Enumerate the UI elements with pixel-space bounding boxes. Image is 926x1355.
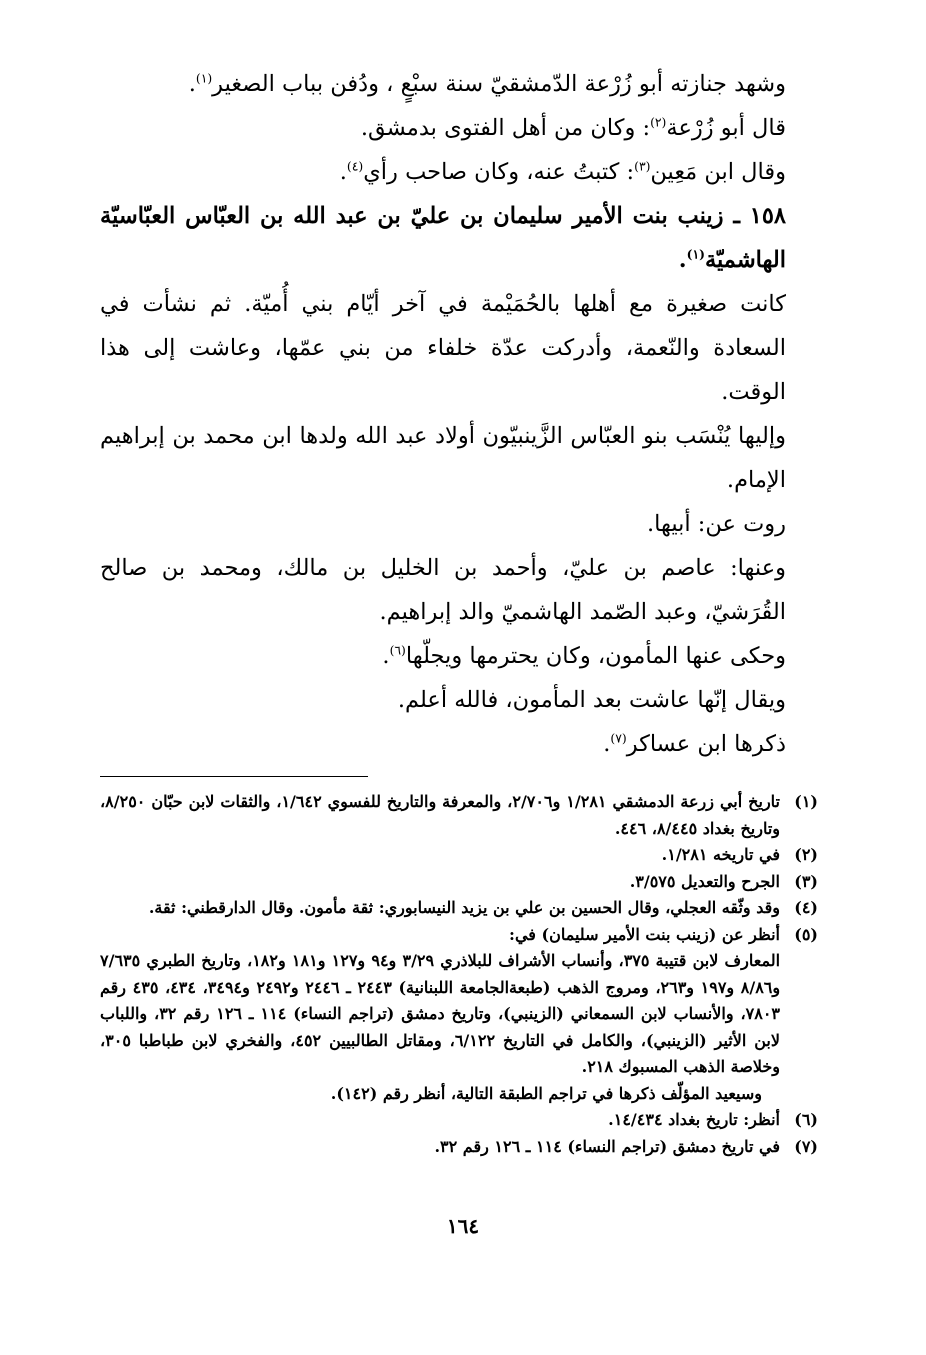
footnote-text: تاريخ أبي زرعة الدمشقي ١/٢٨١ و٢/٧٠٦، والمعرفة والتاريخ للفسوي ١/٦٤٢، والثقات لابن حبّان ٨/٢٥٠، وتاريخ بغداد ٨/٤٤٥، ٤٤٦. [100,792,781,838]
text-span: وحكى عنها المأمون، وكان يحترمها ويجلّها [405,643,786,669]
paragraph-lived-after: ويقال إنّها عاشت بعد المأمون، فالله أعلم. [397,687,786,713]
text-span: قال أبو زُرْعة [666,115,786,141]
footnote-text: وقد وثّقه العجلي، وقال الحسين بن علي بن يزيد النيسابوري: ثقة مأمون. وقال الدارقطني: ثقة. [148,898,780,917]
paragraph-narrators: وعنها: عاصم بن عليّ، وأحمد بن الخليل بن مالك، ومحمد بن صالح القُرَشيّ، وعبد الصّمد الهاشميّ والد إبراهيم. [100,555,786,625]
footnote-number: (٦) [794,1110,818,1129]
footnote-3 [100,869,818,896]
text-span: ١٥٨ ـ زينب بنت الأمير سليمان بن عليّ بن عبد الله بن العبّاس العبّاسيّة الهاشميّة [100,203,786,273]
footnotes [100,789,818,1160]
footnote-ref-3[interactable]: (٣) [634,159,651,174]
paragraph-zaynabiyyun: وإليها يُنْسَب بنو العبّاس الزَّينبيّون أولاد عبد الله ولدها ابن محمد بن إبراهيم الإمام. [100,423,786,493]
footnote-ref-2[interactable]: (٢) [650,115,667,130]
footnote-ref-5[interactable]: (١) [686,246,705,262]
paragraph-mamun [100,634,818,678]
footnote-note: وسيعيد المؤلّف ذكرها في تراجم الطبقة التالية، أنظر رقم (١٤٢). [330,1083,762,1103]
footnote-ref-6[interactable]: (٦) [389,643,406,658]
text-span: . [678,247,687,273]
footnote-number: (٥) [794,924,818,944]
footnote-ref-7[interactable]: (٧) [610,731,627,746]
entry-heading [100,194,818,282]
paragraph-ibn-main [100,150,818,194]
text-span: وقال ابن مَعِين [650,159,786,185]
footnote-4 [100,895,818,922]
footnote-number: (٤) [794,898,818,917]
footnote-separator [100,776,368,777]
footnote-number: (٣) [794,871,818,891]
footnote-text: أنظر: تاريخ بغداد ١٤/٤٣٤. [608,1110,780,1129]
text-span: . [382,643,390,669]
footnote-text: الجرح والتعديل ٣/٥٧٥. [629,871,780,891]
footnote-6 [100,1107,818,1134]
page-number: ١٦٤ [446,1214,480,1238]
text-span: . [339,159,347,185]
book-page [100,62,818,1160]
paragraph-ibn-asakir [100,722,818,766]
text-span: . [603,731,611,757]
footnote-1 [100,789,818,842]
footnote-number: (٧) [794,1136,818,1156]
footnote-5 [100,922,818,1108]
footnote-continuation: المعارف لابن قتيبة ٣٧٥، وأنساب الأشراف للبلاذري ٣/٢٩ و٩٤ و١٢٧ و١٨١ و١٨٢، وتاريخ الطبري ٧/٦٣٥ و٨/٨٦ و١٩٧ و٢٦٣، ومروج الذهب (طبعةالجامعة اللبنانية) ٢٤٤٣ ـ ٢٤٤٦ و٢٤٩٢ و٣٤٩٤، ٤٣٤، ٤٣٥ رقم ٧٨٠٣، والأنساب لابن السمعاني (الزينبي)، وتاريخ دمشق (تراجم النساء) ١١٤ ـ ١٢٦ رقم ٣٢، واللباب لابن الأثير (الزينبي)، والكامل في التاريخ ٦/١٢٢، ومقاتل الطالبيين ٤٥٢، والفخري لابن طباطبا ٣٠٥، وخلاصة الذهب المسبوك ٢١٨. [100,951,781,1076]
text-span: وشهد جنازته أبو زُرْعة الدّمشقيّ سنة سبْعٍ ، ودُفن بباب الصغير [212,71,786,97]
footnote-text: في تاريخه ١/٢٨١. [661,845,780,864]
main-text [100,62,818,766]
footnote-7 [100,1134,818,1161]
paragraph-narrated-from: روت عن: أبيها. [646,511,786,537]
paragraph-biography: كانت صغيرة مع أهلها بالحُمَيْمة في آخر أيّام بني أُميّة. ثم نشأت في السعادة والنّعمة، وأدركت عدّة خلفاء من بني عمّها، وعاشت إلى هذا الوقت. [100,291,786,405]
text-span: : كتبتُ عنه، وكان صاحب رأي [363,159,635,185]
footnote-ref-4[interactable]: (٤) [346,159,364,174]
footnote-number: (١) [794,792,818,811]
footnote-text: أنظر عن (زينب بنت الأمير سليمان) في: [509,924,780,944]
footnote-text: في تاريخ دمشق (تراجم النساء) ١١٤ ـ ١٢٦ رقم ٣٢. [434,1136,780,1156]
text-span: : وكان من أهل الفتوى بدمشق. [360,115,651,141]
paragraph-abu-zura [100,106,818,150]
text-span: ذكرها ابن عساكر [626,731,786,757]
footnote-2 [100,842,818,869]
footnote-number: (٢) [794,845,818,864]
text-span: . [188,71,196,97]
paragraph-funeral [100,62,818,106]
footnote-ref-1[interactable]: (١) [195,71,213,86]
